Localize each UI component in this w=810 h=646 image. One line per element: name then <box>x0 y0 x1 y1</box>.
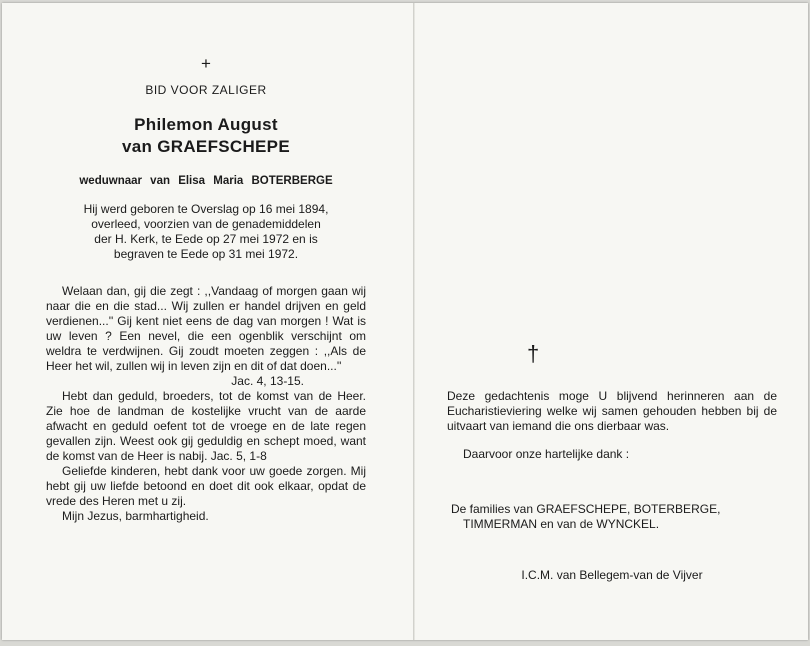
bio-line: der H. Kerk, te Eede op 27 mei 1972 en is <box>94 232 318 246</box>
signature: I.C.M. van Bellegem-van de Vijver <box>521 568 703 582</box>
memorial-card <box>2 3 808 640</box>
prayer-heading: BID VOOR ZALIGER <box>145 83 267 97</box>
bio-line: begraven te Eede op 31 mei 1972. <box>113 247 299 261</box>
cross-icon: + <box>201 54 211 73</box>
quote-reference: Jac. 4, 13-15. <box>231 374 304 388</box>
bio-line: Hij werd geboren te Overslag op 16 mei 1894, <box>83 202 329 216</box>
quote-paragraph: Welaan dan, gij die zegt : ,,Vandaag of morgen gaan wij naar die en die stad... Wij zullen er handel drijven en geld verdienen...'' Gij kent niet eens de dag van morgen ! Wat is uw leven ? Een nevel, die een ogenblik verschijnt om weldra te verdwijnen. Gij zoudt moeten zeggen : ,,Als de Heer het wil, zullen wij in leven zijn en dit of dat doen...'' <box>46 284 366 373</box>
card-fold <box>413 3 415 640</box>
name-line-2: van GRAEFSCHEPE <box>122 137 290 156</box>
quote-paragraph: Hebt dan geduld, broeders, tot de komst van de Heer. Zie hoe de landman de kostelijke vrucht van de aarde afwacht en geduld oefent tot de vroege en de late regen gevallen zijn. Weest ook gij geduldig en schept moed, want de komst van de Heer is nabij. Jac. 5, 1-8 <box>46 389 366 463</box>
widower-line: weduwnaar van Elisa Maria BOTERBERGE <box>79 175 333 187</box>
bio-line: overleed, voorzien van de genademiddelen <box>91 217 321 231</box>
scripture-quotes <box>46 284 366 524</box>
right-page <box>447 343 777 583</box>
left-page <box>46 55 366 524</box>
biography <box>46 202 366 262</box>
families-line-1: De families van GRAEFSCHEPE, BOTERBERGE, <box>451 502 721 516</box>
quote-paragraph: Geliefde kinderen, hebt dank voor uw goede zorgen. Mij hebt gij uw liefde betoond en doet dit ook elkaar, opdat de vrede des Heren met u zij. <box>46 464 366 508</box>
families-line-2: TIMMERMAN en van de WYNCKEL. <box>463 517 660 531</box>
closing-prayer: Mijn Jezus, barmhartigheid. <box>62 509 209 523</box>
dagger-cross-icon: † <box>527 341 540 366</box>
memorial-text: Deze gedachtenis moge U blijvend herinneren aan de Eucharistieviering welke wij samen gehouden hebben bij de uitvaart van iemand die ons dierbaar was. <box>447 389 777 433</box>
thanks-line: Daarvoor onze hartelijke dank : <box>463 447 630 461</box>
name-line-1: Philemon August <box>134 115 278 134</box>
